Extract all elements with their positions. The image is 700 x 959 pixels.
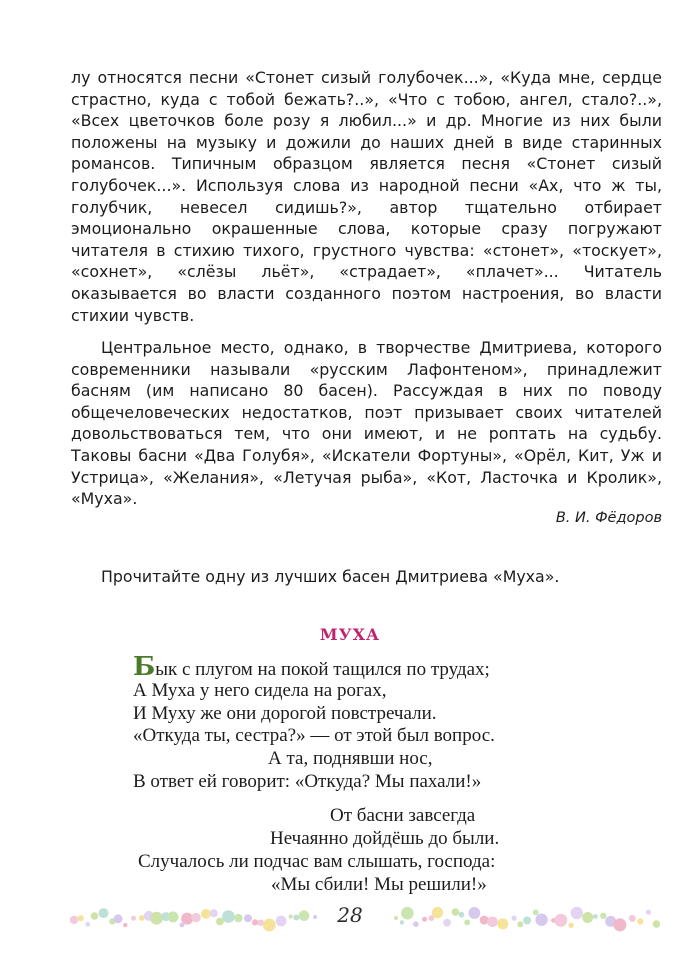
footer-dot <box>91 912 99 920</box>
footer-dot <box>469 907 481 919</box>
drop-cap: Б <box>133 652 156 682</box>
reading-instruction: Прочитайте одну из лучших басен Дмитриева «Муха». <box>101 567 560 586</box>
footer-dot <box>263 919 276 932</box>
footer-dot <box>533 910 539 916</box>
footer-dot <box>210 909 218 917</box>
decorative-dots-right <box>392 906 664 932</box>
poem-line-8: Нечаянно дойдёшь до были. <box>270 828 500 849</box>
footer-dot <box>234 914 242 922</box>
footer-dot <box>432 907 443 918</box>
footer-dot <box>401 907 414 920</box>
poem-line-4: «Откуда ты, сестра?» — от этой был вопрос. <box>133 725 495 746</box>
footer-dot <box>653 920 661 928</box>
footer-dot <box>568 923 573 928</box>
footer-dot <box>459 912 465 918</box>
footer-dot <box>613 918 626 931</box>
page-number: 28 <box>337 903 363 927</box>
footer-dot <box>535 914 547 926</box>
poem-line-9: Случалось ли подчас вам слышать, господа: <box>138 851 496 872</box>
footer-dot <box>168 911 179 922</box>
footer-dot <box>629 915 636 922</box>
footer-dot <box>114 914 123 923</box>
poem-line-2: А Муха у него сидела на рогах, <box>133 680 387 701</box>
footer-dot <box>413 921 419 927</box>
footer-dot <box>191 913 200 922</box>
footer-dot <box>400 920 404 924</box>
footer-dot <box>244 914 252 922</box>
footer-dot <box>293 915 299 921</box>
poem-line-10: «Мы сбили! Мы решили!» <box>271 874 487 895</box>
footer-dot <box>99 908 109 918</box>
footer-dot <box>480 916 489 925</box>
footer-dot <box>464 920 470 926</box>
footer-dot <box>497 918 508 929</box>
poem-line-6: В ответ ей говорит: «Откуда? Мы пахали!» <box>133 771 482 792</box>
footer-dot <box>78 915 84 921</box>
footer-dot <box>582 912 593 923</box>
footer-dot <box>181 913 193 925</box>
footer-dot <box>252 919 258 925</box>
poem-line-1-text: ык с плугом на покой тащился по трудах; <box>155 659 490 680</box>
footer-dot <box>452 908 460 916</box>
poem-line-5: А та, поднявши нос, <box>268 748 433 769</box>
footer-dot <box>554 914 567 927</box>
footer-dot <box>487 917 498 928</box>
footer-dot <box>70 916 78 924</box>
poem-line-7: От басни завсегда <box>330 805 476 826</box>
footer-dot <box>443 919 451 927</box>
footer-dot <box>276 916 287 927</box>
footer-dot <box>313 915 317 919</box>
footer-dot <box>201 909 211 919</box>
article-paragraph-1: лу относятся песни «Стонет сизый голубочек...», «Куда мне, сердце страстно, куда с тобой бежать?..», «Что с тобою, ангел, стало?..», «Всех цветочков боле розу я любил...» и др. Многие из них были положены на музыку и дожили до наших дней в виде старинных романсов. Типичным образцом является песня «Стонет сизый голубочек...». Используя слова из народной песни «Ах, что ж ты, голубчик, невесел сидишь?», автор тщательно отбирает эмоционально окрашенные слова, которые сразу погружают читателя в стихию тихого, грустного чувства: «стонет», «тоскует», «сохнет», «слёзы льёт», «страдает», «плачет»... Читатель оказывается во власти созданного поэтом настроения, во власти стихии чувств. <box>71 68 662 325</box>
footer-dot <box>123 923 127 927</box>
footer-dot <box>646 910 651 915</box>
article-paragraph-2: Центральное место, однако, в творчестве Дмитриева, которого современники называли «русским Лафонтеном», принадлежит басням (им написано 80 басен). Рассуждая в них по поводу общечеловеческих недостатков, поэт призывает своих читателей довольствоваться тем, что они имеют, и не роптать на судьбу. Таковы басни «Два Голубя», «Искатели Фортуны», «Орёл, Кит, Уж и Устрица», «Желания», «Летучая рыба», «Кот, Ласточка и Кролик», «Муха». <box>71 338 662 509</box>
footer-dot <box>139 915 145 921</box>
footer-dot <box>289 914 293 918</box>
footer-dot <box>131 916 136 921</box>
footer-dot <box>571 907 583 919</box>
fable-title: МУХА <box>319 625 381 644</box>
footer-dot <box>150 912 163 925</box>
footer-dot <box>637 918 643 924</box>
footer-dot <box>299 910 310 921</box>
decorative-dots-left <box>70 906 320 932</box>
poem-line-1 <box>133 654 490 681</box>
footer-dot <box>593 914 598 919</box>
footer-dot <box>85 922 90 927</box>
footer-dot <box>422 917 427 922</box>
footer-dot <box>512 916 517 921</box>
footer-dot <box>517 921 523 927</box>
article-author: В. И. Фёдоров <box>555 510 662 526</box>
footer-dot <box>394 916 398 920</box>
footer-dot <box>523 917 531 925</box>
footer-dot <box>222 910 235 923</box>
poem-line-3: И Муху же они дорогой повстречали. <box>133 703 437 724</box>
footer-dot <box>600 913 606 919</box>
